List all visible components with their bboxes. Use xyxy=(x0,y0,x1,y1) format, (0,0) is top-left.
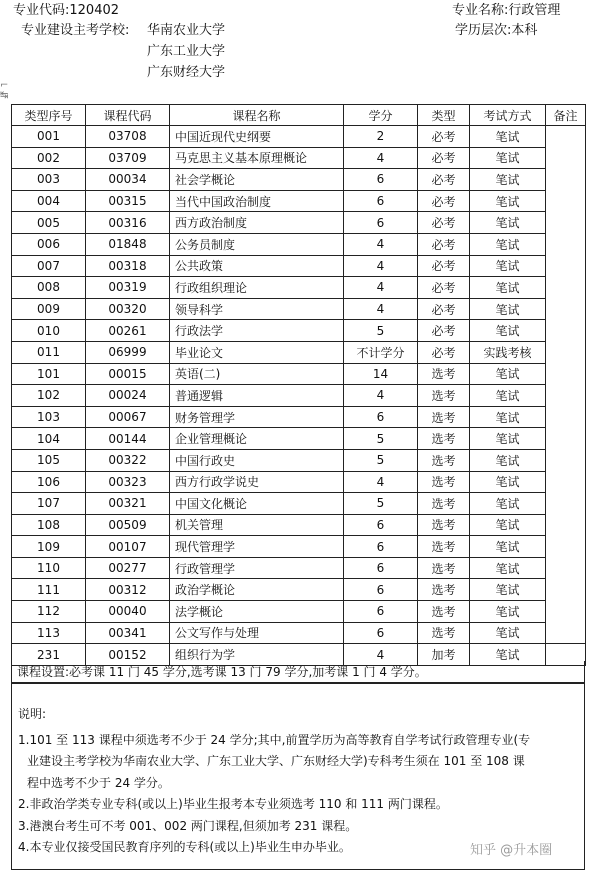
type-cell: 必考 xyxy=(418,320,470,342)
exam-method-cell: 实践考核 xyxy=(470,341,546,363)
table-row xyxy=(12,320,586,342)
type-cell: 选考 xyxy=(418,363,470,385)
note-item: 1.101 至 113 课程中须选考不少于 24 学分;其中,前置学历为高等教育自学考试行政管理专业(专 xyxy=(18,732,531,747)
table-row xyxy=(12,622,586,644)
exam-method-cell: 笔试 xyxy=(470,622,546,644)
credits-cell: 4 xyxy=(344,644,418,666)
credits-cell: 6 xyxy=(344,557,418,579)
exam-method-cell: 笔试 xyxy=(470,514,546,536)
code-cell: 00277 xyxy=(86,557,170,579)
major-name: 专业名称:行政管理 xyxy=(452,3,561,18)
credits-cell: 5 xyxy=(344,320,418,342)
course-name-cell: 企业管理概论 xyxy=(170,428,344,450)
credits-cell: 4 xyxy=(344,385,418,407)
code-cell: 03708 xyxy=(86,126,170,148)
course-setup-summary: 课程设置:必考课 11 门 45 学分,选考课 13 门 79 学分,加考课 1 门 4 学分。 xyxy=(11,661,585,683)
course-name-cell: 英语(二) xyxy=(170,363,344,385)
credits-cell: 4 xyxy=(344,233,418,255)
exam-method-cell: 笔试 xyxy=(470,363,546,385)
type-cell: 必考 xyxy=(418,147,470,169)
seq-cell: 103 xyxy=(12,406,86,428)
remark-cell xyxy=(546,514,586,536)
course-name-cell: 行政管理学 xyxy=(170,557,344,579)
table-row xyxy=(12,147,586,169)
seq-cell: 007 xyxy=(12,255,86,277)
course-name-cell: 公务员制度 xyxy=(170,233,344,255)
remark-cell xyxy=(546,557,586,579)
seq-cell: 010 xyxy=(12,320,86,342)
type-cell: 必考 xyxy=(418,169,470,191)
credits-cell: 4 xyxy=(344,298,418,320)
table-row xyxy=(12,536,586,558)
school-2: 广东工业大学 xyxy=(147,44,226,59)
col-header-exam: 考试方式 xyxy=(470,105,546,126)
course-name-cell: 马克思主义基本原理概论 xyxy=(170,147,344,169)
course-name-cell: 中国文化概论 xyxy=(170,493,344,515)
table-row xyxy=(12,493,586,515)
seq-cell: 106 xyxy=(12,471,86,493)
type-cell: 选考 xyxy=(418,601,470,623)
education-level: 学历层次:本科 xyxy=(455,23,538,38)
school-3: 广东财经大学 xyxy=(147,65,226,80)
credits-cell: 6 xyxy=(344,579,418,601)
course-name-cell: 组织行为学 xyxy=(170,644,344,666)
seq-cell: 011 xyxy=(12,341,86,363)
seq-cell: 111 xyxy=(12,579,86,601)
table-row xyxy=(12,190,586,212)
table-row xyxy=(12,579,586,601)
remark-cell xyxy=(546,212,586,234)
credits-cell: 5 xyxy=(344,493,418,515)
type-cell: 选考 xyxy=(418,557,470,579)
table-row xyxy=(12,406,586,428)
remark-cell xyxy=(546,169,586,191)
exam-method-cell: 笔试 xyxy=(470,320,546,342)
code-cell: 00323 xyxy=(86,471,170,493)
type-cell: 必考 xyxy=(418,255,470,277)
credits-cell: 4 xyxy=(344,147,418,169)
note-item: 程中选考不少于 24 学分。 xyxy=(27,775,170,790)
col-header-credits: 学分 xyxy=(344,105,418,126)
seq-cell: 107 xyxy=(12,493,86,515)
remark-cell xyxy=(546,579,586,601)
seq-cell: 113 xyxy=(12,622,86,644)
code-cell: 00321 xyxy=(86,493,170,515)
remark-cell xyxy=(546,406,586,428)
type-cell: 选考 xyxy=(418,514,470,536)
remark-cell xyxy=(546,536,586,558)
exam-method-cell: 笔试 xyxy=(470,277,546,299)
table-row xyxy=(12,126,586,148)
table-row xyxy=(12,277,586,299)
course-table xyxy=(11,104,586,666)
seq-cell: 002 xyxy=(12,147,86,169)
credits-cell: 6 xyxy=(344,601,418,623)
seq-cell: 006 xyxy=(12,233,86,255)
course-name-cell: 领导科学 xyxy=(170,298,344,320)
table-row xyxy=(12,557,586,579)
type-cell: 必考 xyxy=(418,298,470,320)
table-row xyxy=(12,363,586,385)
table-row xyxy=(12,298,586,320)
exam-method-cell: 笔试 xyxy=(470,644,546,666)
zhihu-watermark: 知乎 @升本圈 xyxy=(470,843,553,858)
course-name-cell: 行政法学 xyxy=(170,320,344,342)
exam-method-cell: 笔试 xyxy=(470,212,546,234)
seq-cell: 005 xyxy=(12,212,86,234)
course-name-cell: 财务管理学 xyxy=(170,406,344,428)
credits-cell: 6 xyxy=(344,622,418,644)
remark-cell xyxy=(546,233,586,255)
code-cell: 00312 xyxy=(86,579,170,601)
remark-cell xyxy=(546,601,586,623)
col-header-type: 类型 xyxy=(418,105,470,126)
table-row xyxy=(12,341,586,363)
margin-mark: ⌐ xyxy=(0,80,9,91)
credits-cell: 6 xyxy=(344,514,418,536)
remark-cell xyxy=(546,449,586,471)
type-cell: 必考 xyxy=(418,277,470,299)
type-cell: 选考 xyxy=(418,493,470,515)
course-name-cell: 中国行政史 xyxy=(170,449,344,471)
seq-cell: 001 xyxy=(12,126,86,148)
remark-cell xyxy=(546,277,586,299)
credits-cell: 6 xyxy=(344,190,418,212)
course-name-cell: 公共政策 xyxy=(170,255,344,277)
course-name-cell: 公文写作与处理 xyxy=(170,622,344,644)
col-header-seq: 类型序号 xyxy=(12,105,86,126)
code-cell: 00316 xyxy=(86,212,170,234)
notes-title: 说明: xyxy=(18,707,47,721)
type-cell: 必考 xyxy=(418,212,470,234)
seq-cell: 108 xyxy=(12,514,86,536)
type-cell: 选考 xyxy=(418,406,470,428)
exam-method-cell: 笔试 xyxy=(470,449,546,471)
remark-cell xyxy=(546,126,586,148)
exam-method-cell: 笔试 xyxy=(470,147,546,169)
code-cell: 00318 xyxy=(86,255,170,277)
code-cell: 00067 xyxy=(86,406,170,428)
type-cell: 选考 xyxy=(418,471,470,493)
exam-method-cell: 笔试 xyxy=(470,536,546,558)
table-row xyxy=(12,212,586,234)
seq-cell: 101 xyxy=(12,363,86,385)
course-name-cell: 社会学概论 xyxy=(170,169,344,191)
table-row xyxy=(12,385,586,407)
remark-cell xyxy=(546,493,586,515)
course-name-cell: 行政组织理论 xyxy=(170,277,344,299)
credits-cell: 不计学分 xyxy=(344,341,418,363)
seq-cell: 009 xyxy=(12,298,86,320)
code-cell: 00144 xyxy=(86,428,170,450)
course-name-cell: 中国近现代史纲要 xyxy=(170,126,344,148)
school-label: 专业建设主考学校: xyxy=(21,23,130,38)
table-row xyxy=(12,471,586,493)
move-handle-icon: ↹ xyxy=(0,90,9,101)
table-row xyxy=(12,514,586,536)
note-item: 业建设主考学校为华南农业大学、广东工业大学、广东财经大学)专科考生须在 101 至 108 课 xyxy=(27,754,525,768)
type-cell: 选考 xyxy=(418,622,470,644)
remark-cell xyxy=(546,255,586,277)
type-cell: 选考 xyxy=(418,428,470,450)
credits-cell: 14 xyxy=(344,363,418,385)
table-row xyxy=(12,255,586,277)
remark-cell xyxy=(546,471,586,493)
exam-method-cell: 笔试 xyxy=(470,471,546,493)
seq-cell: 231 xyxy=(12,644,86,666)
type-cell: 选考 xyxy=(418,536,470,558)
code-cell: 00034 xyxy=(86,169,170,191)
table-row xyxy=(12,428,586,450)
code-cell: 00152 xyxy=(86,644,170,666)
remark-cell xyxy=(546,385,586,407)
course-name-cell: 西方行政学说史 xyxy=(170,471,344,493)
exam-method-cell: 笔试 xyxy=(470,601,546,623)
remark-cell xyxy=(546,320,586,342)
code-cell: 00040 xyxy=(86,601,170,623)
course-name-cell: 当代中国政治制度 xyxy=(170,190,344,212)
code-cell: 01848 xyxy=(86,233,170,255)
exam-method-cell: 笔试 xyxy=(470,255,546,277)
seq-cell: 004 xyxy=(12,190,86,212)
credits-cell: 5 xyxy=(344,428,418,450)
seq-cell: 003 xyxy=(12,169,86,191)
course-name-cell: 政治学概论 xyxy=(170,579,344,601)
exam-method-cell: 笔试 xyxy=(470,190,546,212)
exam-method-cell: 笔试 xyxy=(470,169,546,191)
col-header-remark: 备注 xyxy=(546,105,586,126)
type-cell: 选考 xyxy=(418,385,470,407)
exam-method-cell: 笔试 xyxy=(470,126,546,148)
remark-cell xyxy=(546,298,586,320)
remark-cell xyxy=(546,147,586,169)
col-header-name: 课程名称 xyxy=(170,105,344,126)
table-row xyxy=(12,601,586,623)
exam-method-cell: 笔试 xyxy=(470,298,546,320)
code-cell: 00322 xyxy=(86,449,170,471)
code-cell: 00107 xyxy=(86,536,170,558)
type-cell: 必考 xyxy=(418,233,470,255)
type-cell: 选考 xyxy=(418,579,470,601)
type-cell: 必考 xyxy=(418,126,470,148)
seq-cell: 104 xyxy=(12,428,86,450)
remark-cell xyxy=(546,428,586,450)
type-cell: 必考 xyxy=(418,190,470,212)
remark-cell xyxy=(546,341,586,363)
credits-cell: 6 xyxy=(344,212,418,234)
code-cell: 00261 xyxy=(86,320,170,342)
code-cell: 00341 xyxy=(86,622,170,644)
table-row xyxy=(12,233,586,255)
type-cell: 选考 xyxy=(418,449,470,471)
table-header-row xyxy=(12,105,586,126)
course-name-cell: 普通逻辑 xyxy=(170,385,344,407)
note-item: 4.本专业仅接受国民教育序列的专科(或以上)毕业生申办毕业。 xyxy=(18,840,351,854)
credits-cell: 5 xyxy=(344,449,418,471)
course-name-cell: 现代管理学 xyxy=(170,536,344,558)
course-name-cell: 法学概论 xyxy=(170,601,344,623)
code-cell: 00315 xyxy=(86,190,170,212)
note-item: 3.港澳台考生可不考 001、002 两门课程,但须加考 231 课程。 xyxy=(18,818,358,833)
seq-cell: 102 xyxy=(12,385,86,407)
code-cell: 03709 xyxy=(86,147,170,169)
code-cell: 00024 xyxy=(86,385,170,407)
remark-cell xyxy=(546,190,586,212)
table-row xyxy=(12,449,586,471)
note-item: 2.非政治学类专业专科(或以上)毕业生报考本专业须选考 110 和 111 两门课程。 xyxy=(18,797,448,811)
type-cell: 加考 xyxy=(418,644,470,666)
exam-method-cell: 笔试 xyxy=(470,557,546,579)
major-code: 专业代码:120402 xyxy=(13,3,120,18)
course-table-body xyxy=(12,126,586,666)
credits-cell: 4 xyxy=(344,255,418,277)
remark-cell xyxy=(546,363,586,385)
code-cell: 00319 xyxy=(86,277,170,299)
credits-cell: 6 xyxy=(344,406,418,428)
exam-method-cell: 笔试 xyxy=(470,493,546,515)
table-row xyxy=(12,169,586,191)
seq-cell: 112 xyxy=(12,601,86,623)
seq-cell: 008 xyxy=(12,277,86,299)
school-1: 华南农业大学 xyxy=(147,23,226,38)
credits-cell: 6 xyxy=(344,169,418,191)
exam-method-cell: 笔试 xyxy=(470,406,546,428)
col-header-code: 课程代码 xyxy=(86,105,170,126)
seq-cell: 105 xyxy=(12,449,86,471)
credits-cell: 6 xyxy=(344,536,418,558)
code-cell: 06999 xyxy=(86,341,170,363)
course-name-cell: 毕业论文 xyxy=(170,341,344,363)
exam-method-cell: 笔试 xyxy=(470,428,546,450)
course-name-cell: 机关管理 xyxy=(170,514,344,536)
course-name-cell: 西方政治制度 xyxy=(170,212,344,234)
code-cell: 00015 xyxy=(86,363,170,385)
seq-cell: 109 xyxy=(12,536,86,558)
credits-cell: 2 xyxy=(344,126,418,148)
code-cell: 00320 xyxy=(86,298,170,320)
type-cell: 必考 xyxy=(418,341,470,363)
remark-cell xyxy=(546,622,586,644)
exam-method-cell: 笔试 xyxy=(470,385,546,407)
credits-cell: 4 xyxy=(344,277,418,299)
seq-cell: 110 xyxy=(12,557,86,579)
exam-method-cell: 笔试 xyxy=(470,233,546,255)
credits-cell: 4 xyxy=(344,471,418,493)
exam-method-cell: 笔试 xyxy=(470,579,546,601)
code-cell: 00509 xyxy=(86,514,170,536)
